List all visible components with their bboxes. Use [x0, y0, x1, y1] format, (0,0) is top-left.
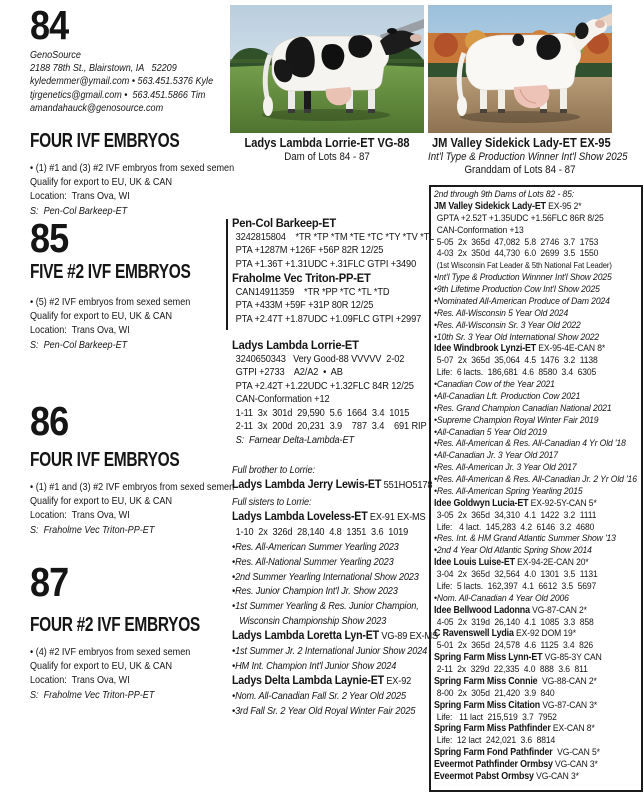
maternal-line: Eveermot Pabst Ormbsy VG-CAN 3*	[434, 770, 579, 782]
maternal-line: •All-Canadian Lft. Production Cow 2021	[434, 390, 581, 402]
maternal-line: Spring Farm Miss Connie VG-88-CAN 2*	[434, 675, 597, 687]
brother-name: Ladys Lambda Jerry Lewis-ET	[232, 476, 382, 491]
maternal-line: •Res. All-American & Res. All-Canadian 4 Yr Old '18	[434, 438, 626, 450]
lot-export-line: Qualify for export to EU, UK & CAN	[30, 311, 173, 323]
maternal-line: Spring Farm Fond Pathfinder VG-CAN 5*	[434, 747, 600, 759]
lot-detail-line: • (5) #2 IVF embryos from sexed semen	[30, 297, 191, 308]
maternal-line: Life: 4 lact. 145,283 4.2 6146 3.2 4680	[436, 521, 595, 533]
lot-title: FOUR #2 IVF EMBRYOS	[30, 614, 200, 636]
dam-data-line: S: Farnear Delta-Lambda-ET	[235, 434, 355, 446]
lot-title: FIVE #2 IVF EMBRYOS	[30, 261, 191, 283]
maternal-line: 4-05 2x 319d 26,140 4.1 1085 3.3 858	[436, 616, 594, 628]
consignor-block	[30, 49, 220, 115]
dam-name: Ladys Lambda Lorrie-ET	[232, 338, 359, 352]
lot-export-line: Qualify for export to EU, UK & CAN	[30, 496, 173, 508]
lot-location-line: Location: Trans Ova, WI	[30, 325, 130, 337]
lot-export-line: Qualify for export to EU, UK & CAN	[30, 177, 173, 189]
dam-caption: Ladys Lambda Lorrie-ET VG-88	[244, 136, 410, 150]
maternal-line: 5-05 2x 365d 47,082 5.8 2746 3.7 1753	[436, 236, 599, 248]
maternal-line: 5-01 2x 365d 24,578 4.6 1125 3.4 826	[436, 640, 594, 652]
maternal-line: 5-07 2x 365d 35,064 4.5 1476 3.2 1138	[436, 355, 598, 367]
sister-line: •1st Summer Jr. 2 International Junior Show 2024	[232, 646, 428, 658]
maternal-line: CAN-Conformation +13	[436, 224, 524, 236]
maternal-line: Spring Farm Miss Lynn-ET VG-85-3Y CAN	[434, 652, 602, 664]
sister-line: •Res. Junior Champion Int'l Jr. Show 2023	[232, 586, 398, 598]
maternal-line-box	[429, 185, 643, 792]
lot-detail-line: • (4) #2 IVF embryos from sexed semen	[30, 647, 191, 658]
sister-line: Wisconsin Championship Show 2023	[239, 616, 387, 628]
dam-data-line: 3240650343 Very Good-88 VVVVV 2-02	[235, 353, 405, 365]
maternal-line: Spring Farm Miss Pathfinder EX-CAN 8*	[434, 723, 595, 735]
granddam-caption-block	[420, 136, 628, 176]
sire-name: Fraholme Vec Triton-PP-ET	[232, 271, 371, 286]
sister-line: Ladys Delta Lambda Laynie-ET EX-92	[232, 672, 412, 687]
dam-data-line: 1-11 3x 301d 29,590 5.6 1664 3.4 1015	[235, 407, 410, 419]
sister-line: •3rd Fall Sr. 2 Year Old Royal Winter Fair 2025	[232, 705, 416, 717]
granddam-caption: JM Valley Sidekick Lady-ET EX-95	[432, 136, 611, 150]
maternal-line: •Res. All-American Jr. 3 Year Old 2017	[434, 462, 577, 474]
maternal-line: •Res. Grand Champion Canadian National 2021	[434, 402, 612, 414]
lot-84-section	[30, 2, 235, 219]
brother-reg: 551HO5178	[381, 479, 433, 491]
lot-title: FOUR IVF EMBRYOS	[30, 449, 180, 471]
maternal-line: Idee Bellwood Ladonna VG-87-CAN 2*	[434, 604, 587, 616]
maternal-line: •9th Lifetime Production Cow Int'l Show 2025	[434, 284, 600, 295]
dam-data-line: 2-11 3x 200d 20,231 3.9 787 3.4 691 RIP	[235, 421, 427, 433]
sister-line: Ladys Lambda Loretta Lyn-ET VG-89 EX-MS	[232, 628, 438, 643]
maternal-line: •2nd 4 Year Old Atlantic Spring Show 2014	[434, 545, 592, 557]
maternal-line: JM Valley Sidekick Lady-ET EX-95 2*	[434, 200, 582, 212]
sister-line: •Res. All-National Summer Yearling 2023	[232, 556, 394, 568]
sisters-block	[232, 497, 438, 719]
lot-86-section	[30, 398, 235, 538]
maternal-line: 2-11 2x 329d 22,335 4.0 888 3.6 811	[436, 664, 588, 675]
lot-detail-line: • (1) #1 and (3) #2 IVF embryos from sexed semen	[30, 163, 235, 175]
maternal-line: Life: 5 lacts. 162,397 4.1 6612 3.5 5697	[436, 580, 597, 592]
dam-caption-sub: Dam of Lots 84 - 87	[284, 151, 370, 163]
maternal-line: Idee Louis Luise-ET EX-94-2E-CAN 20*	[434, 557, 589, 569]
sister-line: •HM Int. Champion Int'l Junior Show 2024	[232, 660, 397, 672]
sister-line: •Res. All-American Summer Yearling 2023	[232, 541, 399, 553]
sire-data-line: PTA +1.36T +1.31UDC +.31FLC GTPI +3490	[235, 258, 417, 270]
sister-line: •Nom. All-Canadian Fall Sr. 2 Year Old 2025	[232, 690, 406, 702]
maternal-line: Idee Windbrook Lynzi-ET EX-95-4E-CAN 8*	[434, 343, 606, 355]
maternal-line: •Res. All-American & Res. All-Canadian Jr. 2 Yr Old '16	[434, 474, 637, 485]
lot-title: FOUR IVF EMBRYOS	[30, 130, 180, 153]
dam-pedigree-block	[232, 338, 428, 447]
maternal-line: Life: 12 lact 242,021 3.6 8814	[436, 735, 556, 747]
maternal-lines	[434, 189, 640, 783]
maternal-line: Life: 11 lact 215,519 3.7 7952	[436, 711, 557, 723]
lot-location-line: Location: Trans Ova, WI	[30, 191, 130, 203]
lot-number: 85	[30, 215, 69, 261]
maternal-line: 3-04 2x 365d 32,564 4.0 1301 3.5 1131	[436, 569, 598, 580]
granddam-caption-show: Int'l Type & Production Winner Int'l Show 2025	[428, 151, 628, 163]
lot-location-line: Location: Trans Ova, WI	[30, 510, 130, 522]
brother-label: Full brother to Lorrie:	[232, 465, 315, 476]
service-sires-block	[232, 216, 435, 326]
sister-line: 1-10 2x 326d 28,140 4.8 1351 3.6 1019	[235, 526, 409, 538]
maternal-line: •Res. All-Wisconsin 5 Year Old 2024	[434, 307, 569, 319]
dam-data-line: PTA +2.42T +1.22UDC +1.32FLC 84R 12/25	[235, 380, 414, 392]
maternal-line: GPTA +2.52T +1.35UDC +1.56FLC 86R 8/25	[436, 212, 604, 224]
lot-sire-line: S: Pen-Col Barkeep-ET	[30, 339, 128, 351]
maternal-line: •Res. Int. & HM Grand Atlantic Summer Show '13	[434, 533, 616, 545]
maternal-line: •All-Canadian Jr. 3 Year Old 2017	[434, 450, 558, 462]
sister-line: Ladys Lambda Loveless-ET EX-91 EX-MS	[232, 508, 426, 523]
maternal-line: •Nominated All-American Produce of Dam 2024	[434, 295, 610, 307]
sister-lines	[232, 508, 438, 719]
lot-87-section	[30, 559, 220, 703]
sire-data-line: 3242815804 *TR *TP *TM *TE *TC *TY *TV *TL	[235, 231, 435, 243]
maternal-line: 2nd through 9th Dams of Lots 82 - 85:	[434, 189, 575, 200]
maternal-line: •Int'l Type & Production Winnner Int'l Show 2025	[434, 272, 612, 284]
lot-number: 86	[30, 398, 69, 444]
maternal-line: Idee Goldwyn Lucia-ET EX-92-5Y-CAN 5*	[434, 497, 597, 509]
lot-sire-line: S: Fraholme Vec Triton-PP-ET	[30, 524, 155, 536]
consignor-address: 2188 78th St., Blairstown, IA 52209	[30, 63, 177, 75]
consignor-name: GenoSource	[30, 50, 81, 61]
granddam-photo	[428, 5, 612, 133]
maternal-line: •10th Sr. 3 Year Old International Show 2022	[434, 331, 600, 343]
sister-line: •1st Summer Yearling & Res. Junior Champion,	[232, 601, 419, 613]
granddam-caption-sub: Granddam of Lots 84 - 87	[464, 164, 576, 176]
consignor-contact-amanda: amandahauck@genosource.com	[30, 102, 164, 114]
lot-sire-line: S: Fraholme Vec Triton-PP-ET	[30, 689, 155, 701]
maternal-line: Spring Farm Miss Citation VG-87-CAN 3*	[434, 699, 598, 711]
brother-block	[232, 464, 433, 492]
maternal-line: •Nom. All-Canadian 4 Year Old 2006	[434, 592, 569, 604]
sire-data-line: PTA +1287M +126F +56P 82R 12/25	[235, 245, 384, 257]
sire-data-line: PTA +433M +59F +31P 80R 12/25	[235, 300, 374, 312]
sire-name: Pen-Col Barkeep-ET	[232, 216, 336, 230]
sire-data-line: CAN14911359 *TR *PP *TC *TL *TD	[235, 286, 390, 298]
dam-caption-block	[230, 136, 424, 163]
maternal-line: 3-05 2x 365d 34,310 4.1 1422 3.2 1111	[436, 509, 597, 521]
brother-name-line	[232, 476, 433, 493]
consignor-contact-tim: tjrgenetics@gmail.com • 563.451.5866 Tim	[30, 89, 206, 101]
lot-detail-line: • (1) #1 and (3) #2 IVF embryos from sexed semen	[30, 482, 235, 493]
lot-location-line: Location: Trans Ova, WI	[30, 675, 130, 687]
lot-number: 84	[30, 2, 69, 48]
lot-85-section	[30, 215, 220, 353]
maternal-line: •Canadian Cow of the Year 2021	[434, 379, 555, 390]
maternal-line: Life: 6 lacts. 186,681 4.6 8580 3.4 6305	[436, 367, 597, 379]
sister-line: •2nd Summer Yearling International Show 2023	[232, 571, 419, 583]
dam-data-line: GTPI +2733 A2/A2 • AB	[235, 367, 343, 379]
sire-bracket-rule	[226, 219, 228, 330]
maternal-line: Eveermot Pathfinder Ormbsy VG-CAN 3*	[434, 759, 598, 770]
maternal-line: 8-00 2x 305d 21,420 3.9 840	[436, 687, 555, 699]
sisters-label: Full sisters to Lorrie:	[232, 497, 312, 508]
maternal-line: •Supreme Champion Royal Winter Fair 2019	[434, 414, 599, 426]
maternal-line: •Res. All-American Spring Yearling 2015	[434, 485, 583, 497]
consignor-contact-kyle: kyledemmer@ymail.com • 563.451.5376 Kyle	[30, 76, 214, 88]
maternal-line: •All-Canadian 5 Year Old 2019	[434, 426, 547, 438]
dam-data-line: CAN-Conformation +12	[235, 394, 330, 406]
dam-data-lines	[232, 353, 428, 448]
maternal-line: •Res. All-Wisconsin Sr. 3 Year Old 2022	[434, 319, 581, 331]
lot-export-line: Qualify for export to EU, UK & CAN	[30, 661, 173, 673]
lot-sire-line: S: Pen-Col Barkeep-ET	[30, 205, 128, 217]
dam-photo	[230, 5, 424, 133]
maternal-line: C Ravenswell Lydia EX-92 DOM 19*	[434, 628, 576, 640]
maternal-line: 4-03 2x 350d 44,730 6.0 2699 3.5 1550	[436, 248, 599, 260]
sire-data-line: PTA +2.47T +1.87UDC +1.09FLC GTPI +2997	[235, 313, 422, 325]
maternal-line: (1st Wisconsin Fat Leader & 5th National Fat Leader)	[436, 260, 612, 271]
lot-number: 87	[30, 559, 69, 605]
